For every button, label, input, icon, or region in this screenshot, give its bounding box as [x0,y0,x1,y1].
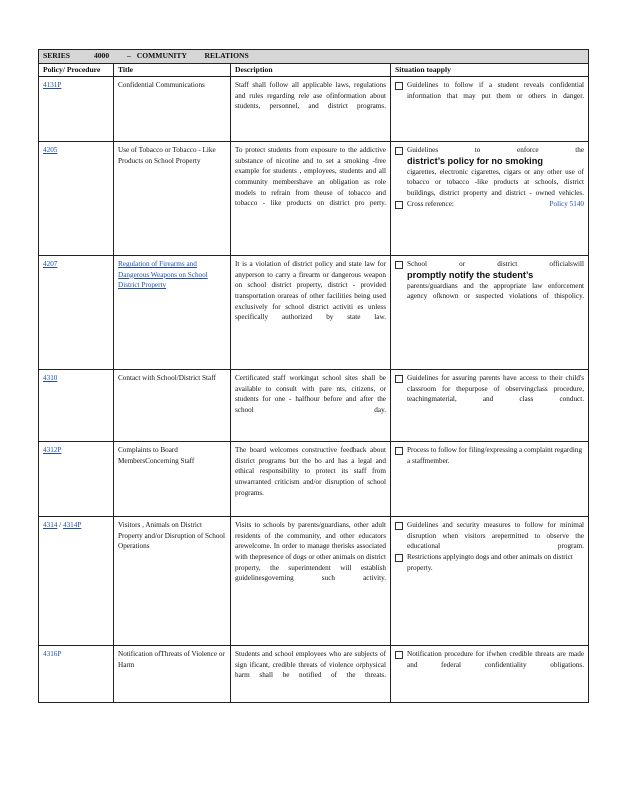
policy-description: Visits to schools by parents/guardians, other adult residents of the community, and other educators arewelcome. In order to manage therisks associated with thepresence of dogs or other animals on district property, the superintendent will establish guidelinesgoverning such activity. [231,517,391,646]
situation-bullet [395,145,584,198]
policy-description: The board welcomes constructive feedback about district programs but the bo ard has a legal and ethical responsibility to protect its staff from unwarranted criticism and/or disruption of school programs. [231,442,391,517]
bullet-text [407,259,584,302]
bullet-box-icon [395,522,403,530]
col-header-title: Title [114,63,231,77]
col-header-description: Description [231,63,391,77]
cross-reference-label: Cross reference: [407,199,454,208]
col-header-situation: Situation toapply [391,63,589,77]
series-heading [39,50,589,64]
situation-bullet [395,259,584,302]
bullet-text [407,145,584,198]
situation-bullet [395,445,584,466]
policy-description: Students and school employees who are subjects of sign ificant, credible threats of violence orphysical harm shall be notified of the threats. [231,646,391,703]
bullet-text-emphasis: district’s policy for no smoking [407,155,543,166]
situation-cell [391,142,589,256]
table-row [39,370,589,442]
bullet-box-icon [395,651,403,659]
policy-title: Confidential Communications [114,77,231,142]
bullet-text: Guidelines to follow if a student reveals confidential information that may put them or others in danger. [407,81,585,100]
situation-cell [391,646,589,703]
situation-bullet [395,520,584,552]
situation-bullet [395,649,584,670]
bullet-text: Guidelines for assuring parents have access to their child's classroom for thepurpose of observingclass procedure, teachingmaterial, and class conduct. [407,374,585,404]
situation-bullet [395,80,584,101]
cross-reference [407,199,584,210]
policy-title: Visitors , Animals on District Property and/or Disruption of School Operations [114,517,231,646]
column-header-row [39,63,589,77]
bullet-box-icon [395,201,403,209]
col-header-policy: Policy/ Procedure [39,63,114,77]
bullet-text: Restrictions applyingto dogs and other animals on district property. [407,552,573,572]
table-row [39,77,589,142]
table-row [39,517,589,646]
situation-bullet [395,552,584,573]
policy-description: It is a violation of district policy and state law for anyperson to carry a firearm or dangerous weapon on school district property, district - provided transportation orareas of other facilities being used exclusively for school district activiti es unless specifically authorized by state law. [231,256,391,370]
policy-link-4312p[interactable]: 4312P [43,446,62,455]
situation-cell [391,370,589,442]
situation-cell [391,256,589,370]
situation-cell [391,77,589,142]
bullet-text: Guidelines and security measures to follow for minimal disruption when visitors arepermitted to observe the educational program. [407,521,585,551]
bullet-text-part: School or district officialswill [407,260,585,269]
bullet-box-icon [395,375,403,383]
policy-link-4314p[interactable]: 4314P [62,521,82,530]
policy-description: Certificated staff workingat school sites shall be available to consult with pare nts, citizens, or students for one - halfhour before and after the school day. [231,370,391,442]
policy-title: Notification ofThreats of Violence or Harm [114,646,231,703]
policy-title-link[interactable]: Regulation of Firearms and Dangerous Weapons on School District Property [118,260,208,290]
series-header-row [39,50,589,64]
bullet-text: Notification procedure for ifwhen credible threats are made and federal confidentiality obligations. [407,650,585,669]
situation-cell [391,442,589,517]
bullet-box-icon [395,554,403,562]
policy-link-4314[interactable]: 4314 [43,521,58,530]
policy-number: 4316P [39,646,114,703]
policy-description: To protect students from exposure to the addictive substance of nicotine and to set a smoking -free example for students , employees, students and all community membershave an obligation as role models to refrain from theuse of tobacco and tobacco - like products on district pro perty. [231,142,391,256]
bullet-box-icon [395,147,403,155]
bullet-box-icon [395,261,403,269]
bullet-text-part: parents/guardians and the appropriate law enforcement agency ofknown or suspected violations of thispolicy. [407,281,585,301]
policy-link-4205[interactable]: 4205 [43,146,58,155]
policy-title: Contact with School/District Staff [114,370,231,442]
table-row [39,646,589,703]
bullet-text: Process to follow for filing/expressing a complaint regarding a staffmember. [407,446,583,465]
bullet-text-part: cigarettes, electronic cigarettes, cigars or any other use of tobacco or tobacco -like products at schools, district buildings, district property and district - owned vehicles. [407,167,585,197]
table-row [39,142,589,256]
policy-table [38,49,589,703]
policy-link-4131p[interactable]: 4131P [43,81,62,90]
bullet-text-part: Guidelines to enforce the [407,146,585,155]
cross-reference-link[interactable]: Policy 5140 [549,199,585,208]
policy-description: Staff shall follow all applicable laws, regulations and rules regarding rele ase ofinformation about students, personnel, and district programs. [231,77,391,142]
series-label: SERIES [43,51,71,60]
policy-separator: / [59,521,62,530]
situation-bullet [395,373,584,405]
series-name: COMMUNITY RELATIONS [136,51,249,60]
policy-document [38,49,588,703]
series-number: 4000 [93,51,110,60]
bullet-text-emphasis: promptly notify the student’s [407,269,534,280]
policy-cell [39,517,114,646]
situation-bullet [395,199,584,210]
policy-title: Complaints to Board MembersConcerning Staff [114,442,231,517]
situation-cell [391,517,589,646]
policy-title: Use of Tobacco or Tobacco - Like Products on School Property [114,142,231,256]
table-row [39,256,589,370]
series-dash: – [127,51,131,60]
policy-link-4310[interactable]: 4310 [43,374,58,383]
bullet-box-icon [395,82,403,90]
table-row [39,442,589,517]
policy-link-4207[interactable]: 4207 [43,260,58,269]
bullet-box-icon [395,447,403,455]
